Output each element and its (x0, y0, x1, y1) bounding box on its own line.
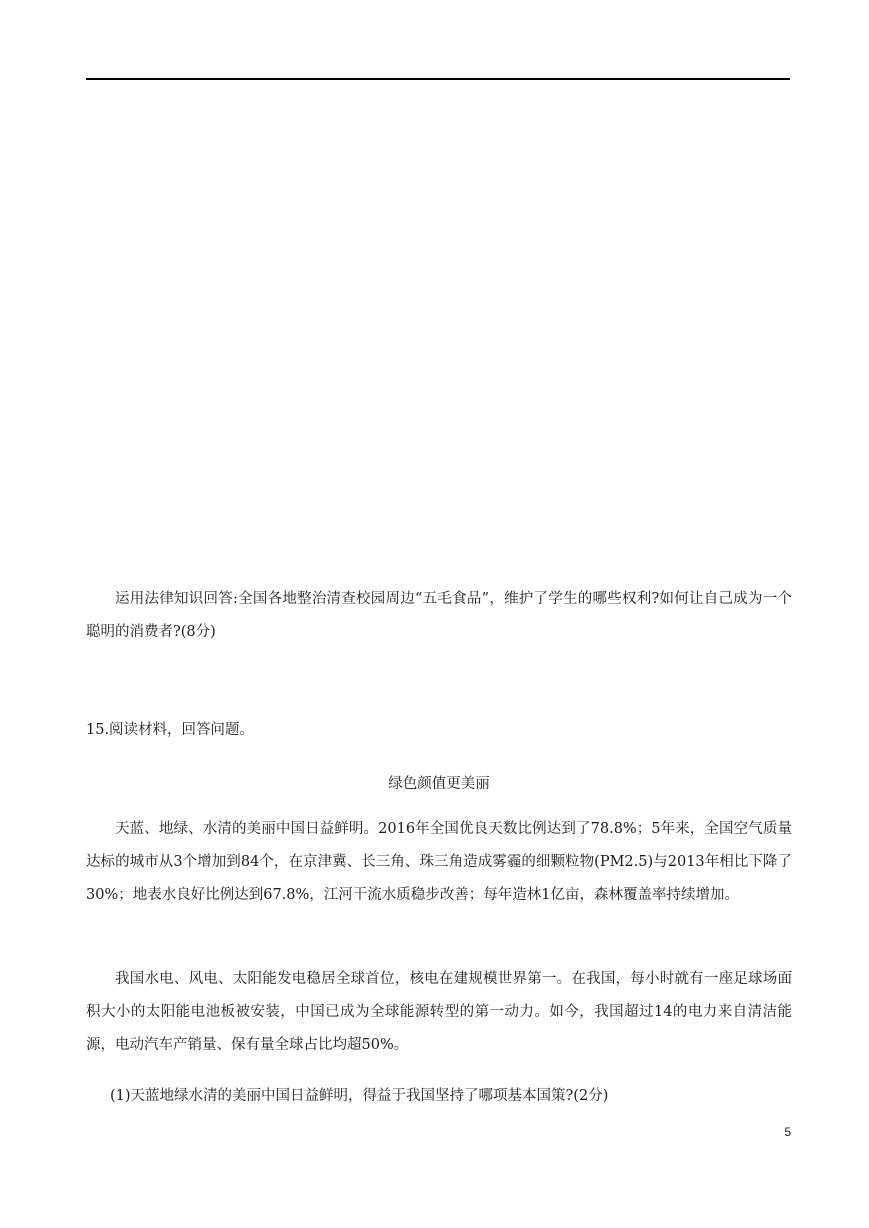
material-title: 绿色颜值更美丽 (388, 776, 490, 792)
question-14-prompt: 运用法律知识回答:全国各地整治清查校园周边“五毛食品”，维护了学生的哪些权利?如何让自己成为一个聪明的消费者?(8分) (86, 591, 792, 640)
sub-question-1: (1)天蓝地绿水清的美丽中国日益鲜明，得益于我国坚持了哪项基本国策?(2分) (110, 1088, 609, 1104)
question-15-heading: 15.阅读材料，回答问题。 (86, 722, 255, 738)
page-number: 5 (784, 1125, 791, 1139)
header-rule (86, 78, 790, 80)
material-paragraph-1: 天蓝、地绿、水清的美丽中国日益鲜明。2016年全国优良天数比例达到了78.8%；5年来，全国空气质量达标的城市从3个增加到84个，在京津冀、长三角、珠三角造成雾霾的细颗粒物(PM2.5)与2013年相比下降了30%；地表水良好比例达到67.8%，江河干流水质稳步改善；每年造林1亿亩，森林覆盖率持续增加。 (86, 821, 792, 903)
material-paragraph-2: 我国水电、风电、太阳能发电稳居全球首位，核电在建规模世界第一。在我国，每小时就有一座足球场面积大小的太阳能电池板被安装，中国已成为全球能源转型的第一动力。如今，我国超过14的电力来自清洁能源，电动汽车产销量、保有量全球占比均超50%。 (86, 971, 792, 1053)
